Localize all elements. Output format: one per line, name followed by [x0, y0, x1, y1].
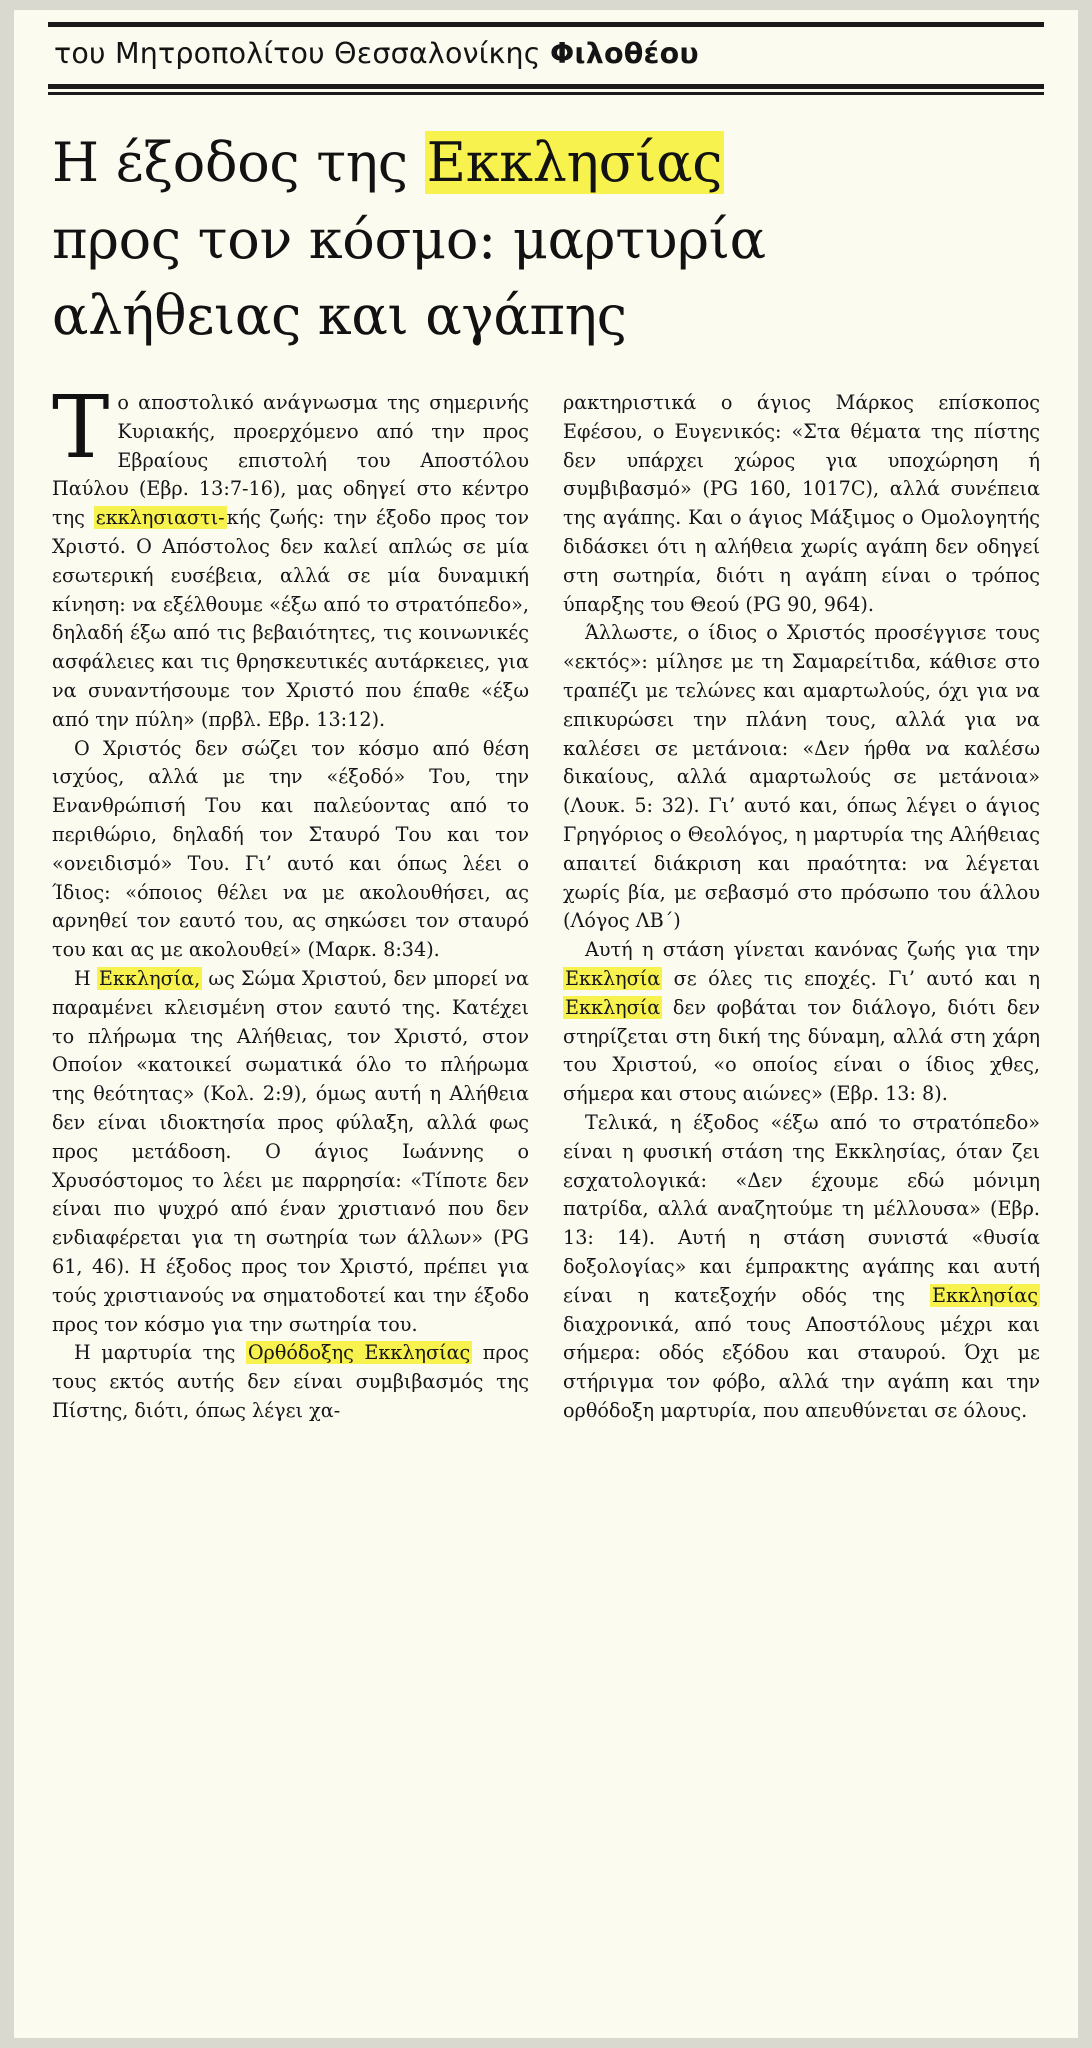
byline-prefix: του Μητροπολίτου Θεσσαλονίκης — [54, 37, 550, 70]
paragraph-right-3-a: Αυτή η στάση γίνεται κανόνας ζωής για την — [585, 938, 1040, 962]
paragraph-right-3-c: δεν φοβάται τον διάλογο, διότι δεν στηρίζεται στη δική της δύναμη, αλλά στη χάρη του Χριστού, «ο οποίος είναι ο ίδιος χθες, σήμερα και στους αιώνες» (Εβρ. 13: 8). — [563, 995, 1040, 1106]
column-left — [52, 378, 529, 1426]
paragraph-left-3-a: Η — [74, 966, 97, 990]
paragraph-right-4-b: διαχρονικά, από τους Αποστόλους μέχρι και σήμερα: οδός εξόδου και σταυρού. Όχι με στήριγμα τον φόβο, αλλά την αγάπη και την ορθόδοξη μαρτυρία, που απευθύνεται σε όλους. — [563, 1312, 1040, 1422]
paragraph-left-4 — [52, 1339, 529, 1425]
highlight-ekklisiasti: εκκλησιαστι- — [95, 506, 225, 530]
paragraph-left-3 — [52, 965, 529, 1339]
headline-part-2: προς τον κόσμο: μαρτυρία — [52, 207, 766, 271]
highlight-orthodoxis-ekklisias: Ορθόδοξης Εκκλησίας — [247, 1341, 471, 1365]
paragraph-right-3 — [563, 936, 1040, 1109]
byline-row — [48, 27, 1044, 78]
drop-cap: Τ — [52, 378, 110, 479]
paragraph-right-1: ρακτηριστικά ο άγιος Μάρκος επίσκοπος Εφέσου, ο Ευγενικός: «Στα θέματα της πίστης δεν υπάρχει χώρος για υποχώρηση ή συμβιβασμό» (PG 160, 1017C), αλλά συνέπεια της αγάπης. Και ο άγιος Μάξιμος ο Ομολογητής διδάσκει ότι η αλήθεια χωρίς αγάπη δεν οδηγεί στη σωτηρία, διότι η αγάπη είναι ο τρόπος ύπαρξης του Θεού (PG 90, 964). — [563, 391, 1040, 616]
highlight-ekklisia-1: Εκκλησία, — [98, 966, 201, 990]
column-right — [563, 389, 1040, 1426]
highlight-ekklisia-2: Εκκλησία — [565, 966, 661, 990]
page-title — [48, 125, 1044, 355]
byline — [54, 37, 1038, 70]
byline-author: Φιλοθέου — [550, 37, 699, 70]
article-body — [14, 22, 1078, 2048]
paragraph-left-4-a: Η μαρτυρία της — [74, 1341, 246, 1365]
headline-highlight-ekklisias: Εκκλησίας — [426, 131, 723, 194]
paragraph-left-1-a: ο αποστολικό ανάγνωσμα της σημερινής Κυριακής, προερχόμενο από την προς Εβραίους επιστολή του Αποστόλου Παύλου (Εβρ. 13:7-16), μας οδηγεί στο κέντρο της — [52, 391, 529, 530]
paragraph-right-4 — [563, 1109, 1040, 1426]
paragraph-right-2: Άλλωστε, ο ίδιος ο Χριστός προσέγγισε τους «εκτός»: μίλησε με τη Σαμαρείτιδα, κάθισε στο τραπέζι με τελώνες και αμαρτωλούς, όχι για να επικυρώσει την πλάνη τους, αλλά για να καλέσει σε μετάνοια: «Δεν ήρθα να καλέσω δικαίους, αλλά αμαρτωλούς σε μετάνοια» (Λουκ. 5: 32). Γι’ αυτό και, όπως λέγει ο άγιος Γρηγόριος ο Θεολόγος, η μαρτυρία της Αλήθειας απαιτεί διάκριση και πραότητα: να λέγεται χωρίς βία, με σεβασμό στο πρόσωπο του άλλου (Λόγος ΛΒ΄) — [563, 621, 1040, 933]
paragraph-left-2: Ο Χριστός δεν σώζει τον κόσμο από θέση ισχύος, αλλά με την «έξοδό» Του, την Ενανθρώπισή Του και παλεύοντας από το περιθώριο, δηλαδή τον Σταυρό Του και τον «ονειδισμό» Του. Γι’ αυτό και όπως λέει ο Ίδιος: «όποιος θέλει να με ακολουθήσει, ας αρνηθεί τον εαυτό του, ας σηκώσει τον σταυρό του και ας με ακολουθεί» (Μαρκ. 8:34). — [52, 736, 529, 962]
highlight-ekklisia-3: Εκκλησία — [565, 995, 661, 1019]
paragraph-right-4-a: Τελικά, η έξοδος «έξω από το στρατόπεδο» είναι η φυσική στάση της Εκκλησίας, όταν ζει εσχατολογικά: «Δεν έχουμε εδώ μόνιμη πατρίδα, αλλά αναζητούμε τη μέλλουσα» (Εβρ. 13: 14). Αυτή η στάση συνιστά «θυσία δοξολογίας» και έμπρακτης αγάπης και αυτή είναι η κατεξοχήν οδός της — [563, 1110, 1040, 1307]
headline-part-1: Η έξοδος της — [52, 131, 425, 194]
paragraph-left-1-b: κής ζωής: την έξοδο προς τον Χριστό. Ο Απόστολος δεν καλεί απλώς σε μία εσωτερική ευσέβεια, αλλά σε μία δυναμική κίνηση: να εξέλθουμε «έξω από το στρατόπεδο», δηλαδή έξω από τις βεβαιότητες, τις κοινωνικές ασφάλειες και τις θρησκευτικές αυτάρκειες, για να συναντήσουμε τον Χριστό που έπαθε «έξω από την πύλη» (πρβλ. Εβρ. 13:12). — [52, 506, 529, 731]
highlight-ekklisias-2: Εκκλησίας — [932, 1283, 1038, 1307]
headline-part-3: αλήθειας και αγάπης — [52, 284, 627, 348]
article-columns — [48, 378, 1044, 1426]
paragraph-left-3-b: ως Σώμα Χριστού, δεν μπορεί να παραμένει κλεισμένη στον εαυτό της. Κατέχει το πλήρωμα της Αλήθειας, τον Χριστό, στον Οποίον «κατοικεί σωματικά όλο το πλήρωμα της θεότητας» (Κολ. 2:9), όμως αυτή η Αλήθεια δεν είναι ιδιοκτησία προς φύλαξη, αλλά φως προς μετάδοση. Ο άγιος Ιωάννης ο Χρυσόστομος το λέει με παρρησία: «Τίποτε δεν είναι πιο ψυχρό από έναν χριστιανό που δεν ενδιαφέρεται για τη σωτηρία των άλλων» (PG 61, 46). Η έξοδος προς τον Χριστό, πρέπει για τούς χριστιανούς να σηματοδοτεί και την έξοδο προς τον κόσμο για την σωτηρία του. — [52, 966, 529, 1336]
paragraph-left-1 — [52, 378, 529, 735]
paragraph-right-3-b: σε όλες τις εποχές. Γι’ αυτό και η — [662, 966, 1040, 990]
double-rule — [48, 84, 1044, 95]
paragraph-left-4-b: προς τους εκτός αυτής δεν είναι συμβιβασμός της Πίστης, διότι, όπως λέγει χα- — [52, 1341, 529, 1422]
